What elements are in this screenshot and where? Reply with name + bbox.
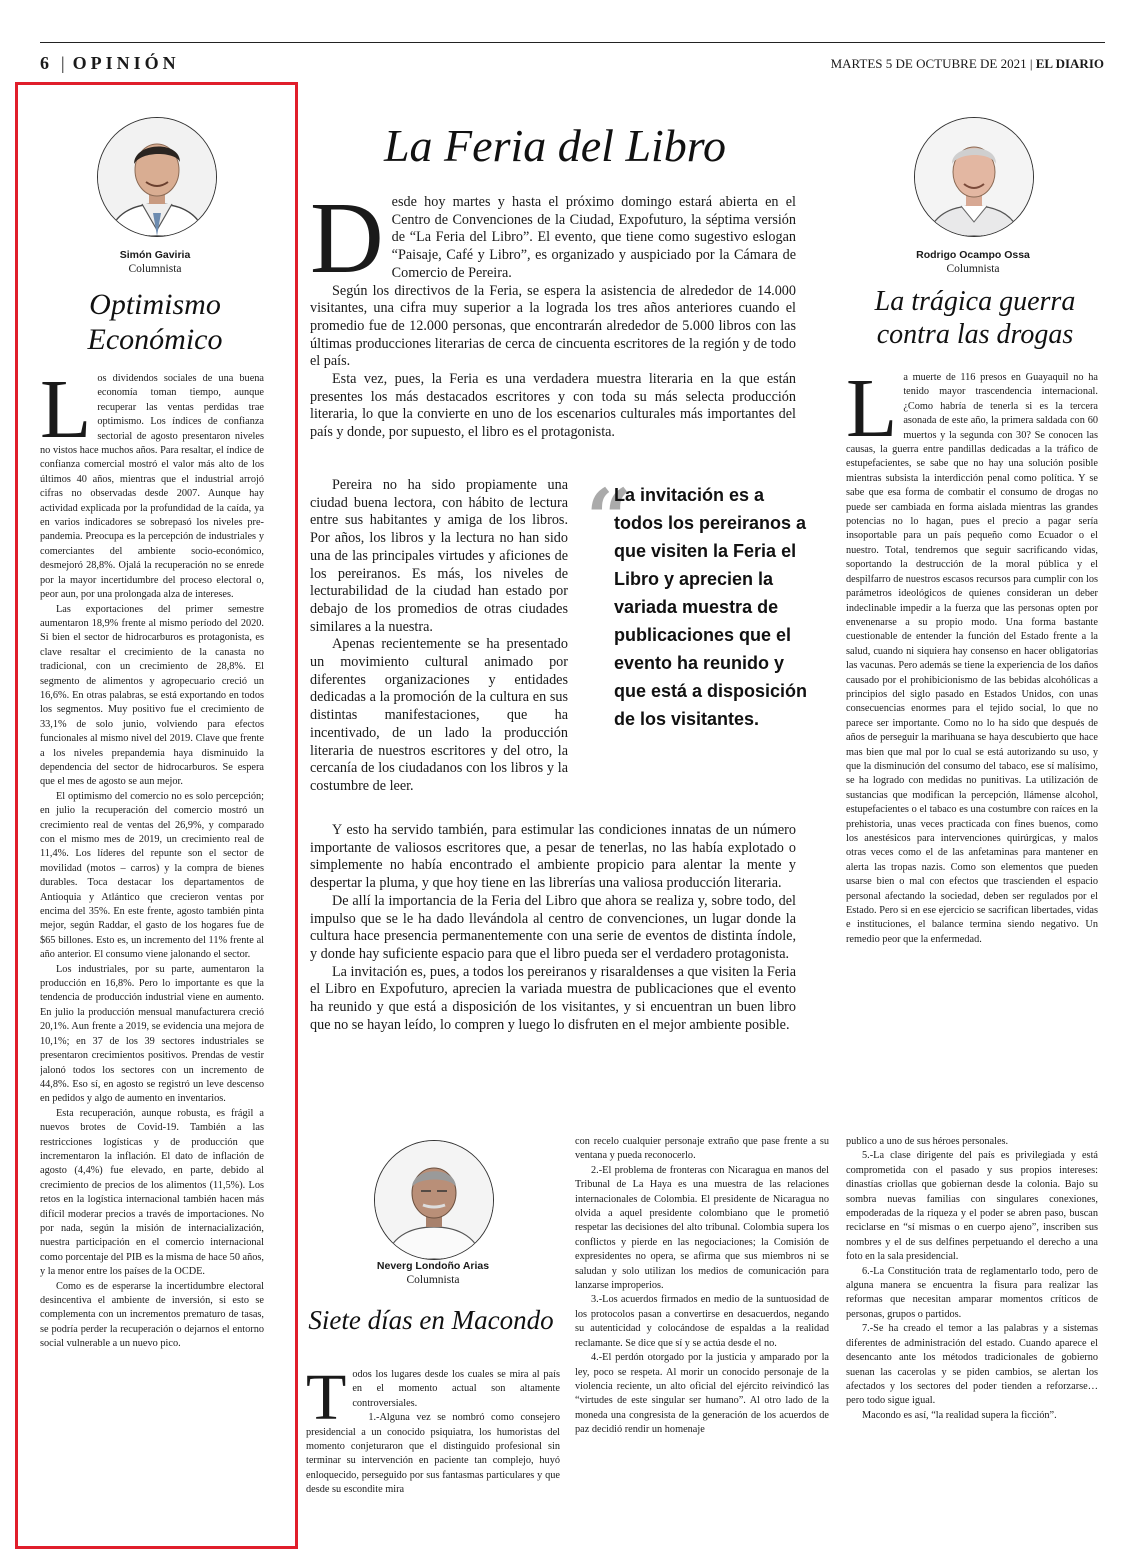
column-body-left [40,372,264,1544]
author-role: Columnista [946,263,1000,275]
page-header-left [40,53,180,74]
title-line: Optimismo [89,288,221,321]
paragraph: Pereira no ha sido propiamente una ciudad buena lectora, con hábito de lectura entre sus habitantes y amiga de los libros. Por años, los libros y la lectura no han sido una de las principales virtudes y aficiones de los pereiranos. Es más, los niveles de lecturabilidad de la ciudad han estado por debajo de los promedios de otras ciudades similares a la nuestra. [310,477,568,635]
drop-cap: L [40,372,92,456]
title-line: Económico [87,323,223,356]
paragraph: con recelo cualquier personaje extraño que pase frente a su ventana y pueda reconocerlo. [575,1136,829,1162]
paragraph: publico a uno de sus héroes personales. [846,1136,1009,1147]
paragraph: Y esto ha servido también, para estimular las condiciones innatas de un número importante de valiosos escritores que, a pesar de tenerlas, no las había explotado o simplemente no había encontrado el ambiente propicio para alentar la mente y despertar la pluma, y que hoy tiene en las librerías una valiosa producción literaria. [310,822,796,892]
paragraph: 1.-Alguna vez se nombró como consejero presidencial a un conocido psiquiatra, los humoristas del momento conjeturaron que el distinguido profesional sin terminar su intervención en paciente tan complejo, huyó enloquecido, perseguido por sus fantasmas particulares y que desde su escondite mira [306,1412,560,1496]
drop-cap: D [310,182,384,295]
quote-mark-icon: “ [586,471,633,565]
paragraph: Como es de esperarse la incertidumbre electoral desincentiva el ambiente de inversión, si esto se complementa con un incrementos prematuro de tasas, se podría perder la recuperación o dejarnos el entorno social vulnerable a un nuevo pico. [40,1280,264,1350]
column-body-bottom-3 [846,1135,1098,1553]
page-number: 6 [40,53,53,73]
paragraph: Los industriales, por su parte, aumentaron la producción en 16,8%. Pero lo importante es que la tendencia de producción industrial viene en aumento. En julio la producción mensual manufacturera creció 20,1%. Aun frente a 2019, se evidencia una mejora de 10,1%; en 37 de los 39 sectores industriales se presentaron crecimientos positivos. Prendas de vestir jalonó todos los sectores con un incremento de 44,8%. Eso sí, en agosto se registró un leve descenso en pedidos y algo de aumento en inventarios. [40,963,264,1105]
paragraph: 2.-El problema de fronteras con Nicaragua en manos del Tribunal de La Haya es una muestra de las relaciones internacionales de Colombia. El presidente de Nicaragua no olvida a aquel presidente colombiano que le prometió respetar las decisiones del alto tribunal. Colombia supera los conflictos y pierde en las negociaciones; la Comisión de expresidentes no opera, se afirma que sus miembros ni se saludan y solo utilizan los medios de comunicación para lanzarse improperios. [575,1164,829,1292]
author-name: Rodrigo Ocampo Ossa [916,249,1030,261]
drop-cap: L [846,371,898,455]
paragraph: 3.-Los acuerdos firmados en medio de la suntuosidad de los protocolos pasan a convertirse en desacuerdos, negando su autenticidad y colocándose de espaldas a la realidad reclamante. Se dice que sí y se actúa desde el no. [575,1294,829,1349]
editorial-end [310,822,796,1034]
newspaper-name: EL DIARIO [1035,56,1104,71]
paragraph: De allí la importancia de la Feria del Libro que ahora se realiza y, sobre todo, del impulso que se le ha dado llevándola al centro de convenciones, un lugar donde la cultura hace presencia permanentemente con una serie de eventos de distinta índole, y donde hay suficiente espacio para que el libro pueda ser el verdadero protagonista. [310,892,796,962]
column-title-bottom: Siete días en Macondo [308,1305,554,1335]
paragraph: Esta recuperación, aunque robusta, es frágil a nuevos brotes de Covid-19. También a las restricciones logísticas y de producción que incrementaron la inflación. El dato de inflación de agosto (4,4%) fue elevado, en parte, debido al crecimiento de precios de los alimentos (11,5%). Los retos en la logística internacional también hacen más difícil moderar precios a través de importaciones. No por nada, según la misión de internacialización, nuestra participación en el comercio internacional como porcentaje del PIB es la misma de hace 50 años, y la menor entre los países de la OCDE. [40,1107,264,1278]
paragraph: 5.-La clase dirigente del país es privilegiada y está comprometida con el pasado y sus propios intereses: dinastías criollas que gobiernan desde la colonia. Bajo su sombra nuevas familias con singulares conexiones, empoderadas de la riqueza y el poder se abren paso, buscan reciclarse en “sí mismas o en cuerpo ajeno”, inscriben sus nombres y el de sus delfines perpetuando el derecho a una foto en la sala presidencial. [846,1150,1098,1263]
header-separator: | [61,53,65,73]
author-role: Columnista [128,263,182,275]
author-byline-left [60,248,250,276]
title-line: contra las drogas [876,319,1074,350]
title-line: La trágica guerra [874,286,1076,317]
author-photo-bottom [374,1140,494,1260]
paragraph: odos los lugares desde los cuales se mira al país en el momento actual son altamente controversiales. [352,1369,560,1409]
author-role: Columnista [406,1274,460,1286]
author-photo-left [97,117,217,237]
column-body-right [846,371,1098,1121]
paragraph: 7.-Se ha creado el temor a las palabras y a sistemas diferentes de administración del estado. Cuando aparece el desencanto ante los métodos tradicionales de gobierno suenan las cacerolas y se piden cambios, se alertan los afectados y los sectores del poder tienden a reforzarse… pero todo sigue igual. [846,1323,1098,1407]
editorial-intro [310,182,796,442]
column-body-bottom-1 [306,1368,560,1548]
author-byline-bottom [338,1259,528,1287]
portrait-icon [915,118,1033,236]
paragraph: La invitación es, pues, a todos los pereiranos y risaraldenses a que visiten la Feria el Libro en Expofuturo, aprecien la variada muestra de publicaciones que el evento ha reunido y que está a disposición de los visitantes, y si encuentran un buen libro que no se hayan leído, lo compren y luego lo disfruten en el mejor ambiente posible. [310,963,796,1033]
editorial-headline: La Feria del Libro [383,120,727,171]
header-rule [40,42,1105,43]
paragraph: Macondo es así, “la realidad supera la ficción”. [862,1409,1057,1421]
column-title-left [40,287,270,357]
author-byline-right [878,248,1068,276]
paragraph: esde hoy martes y hasta el próximo domingo estará abierta en el Centro de Convenciones de la Ciudad, Expofuturo, la séptima versión de “La Feria del Libro”. El evento, que tiene como sugestivo eslogan “Paisaje, Café y Libro”, es organizado y auspiciado por la Cámara de Comercio de Pereira. [391,194,796,281]
pull-quote: La invitación es a todos los pereiranos a que visiten la Feria el Libro y aprecien la variada muestra de publicaciones que el evento ha reunido y que está a disposición de los visitantes. [614,485,808,729]
paragraph: os dividendos sociales de una buena economía toman tiempo, aunque recuperar las ventas perdidas trae optimismo. Los índices de confianza sectorial de agosto presentaron niveles no vistos hace muchos años. Para resaltar, el índice de confianza comercial mostró el valor más alto de los últimos 40 años, mientras que el industrial arrojó cifras no observadas desde 2007. Aunque hay actividad explicada por la profundidad de la caída, ya en varios indicadores se sobrepasó los niveles pre-pandemia. Preocupa es la percepción de industriales y comerciantes del ambiente socio-económico, desmejoró 28,8%. Ojalá la recuperación no se enrede por la mayor incertidumbre del proceso electoral o, peor aun, por una prolongada alza de intereses. [40,373,264,601]
portrait-icon [98,118,216,236]
paragraph: El optimismo del comercio no es solo percepción; en julio la recuperación del comercio mostró un crecimiento real de ventas del 26,9%, y comparado con el mismo mes de 2019, un crecimiento real de 11,4%. Los líderes del repunte son el sector de movilidad (motos – carros) y la compra de bienes durables. Toca destacar los departamentos de Antioquia y Atlántico que crecieron ventas por encima del 35%. En este frente, agosto también pinta mejor, según Raddar, el gasto de los hogares fue de $65 billones. Esto es, un incremento del 11% frente al año anterior. El consumo viene jalonando el sector. [40,790,264,961]
paragraph: a muerte de 116 presos en Guayaquil no ha tenido mayor trascendencia internacional. ¿Como habría de tenerla si es la tercera asonada de este año, la primera saldada con 60 muertos y la segunda con 30? Se conocen las causas, la guerra entre pandillas dedicadas a la tráfico de estupefacientes, se sabe que no hay una solución posible mientras subsista la interdicción penal como política. Y se sabe que esa forma de combatir el consumo de drogas no puede ser cambiada en forma aislada mientras las grandes potencias no lo hagan, pues el precio a pagar sería insoportable para un país pequeño como Ecuador o el nuestro. Total, tendremos que seguir sacrificando vidas, soportando la destrucción de la moral pública y el despilfarro de nuestros escasos recursos para cumplir con los parámetros ideológicos de quienes consideran un deber indeclinable impedir a la fuerza que las personas opten por envenenarse a su propio modo. Una forma bastante cuestionable de entender la función del Estado frente a la salud, cuando ni siquiera hay consenso en hacer obligatorias las vacunas. Pero además se tiene la experiencia de los daños causado por el prohibicionismo de las bebidas alcohólicas a principios del siglo pasado en Estados Unidos, con unas consecuencias enormes para el tejido social, lo que no parece ser importante. Como no lo ha sido que después de años de perseguir la marihuana se haya descubierto que hace mas bien que mal por lo cual se está autorizando su uso, y que la disminución del consumo del tabaco, ese sí malísimo, se ha logrado con medidas no punitivas. La utilización de sustancias que modifican la percepción, llámense alcohol, estupefacientes o el tabaco es una costumbre con raíces en la prehistoria, unas veces practicada con fines buenos, como los anestésicos para intervenciones quirúrgicas, y malos otras veces como el de las anfetaminas para mantener en alerta las tropas nazis. Como son elementos que pueden usarse bien o mal con efectos que trascienden el espacio personal afectando la sociedad, deben ser regulados por el Estado. Pero si en ese ejercicio se sacrifican libertades, vidas e instituciones, el balance termina siendo negativo. Un remedio peor que la enfermedad. [846,372,1098,945]
portrait-icon [375,1141,493,1259]
section-name: OPINIÓN [72,53,180,73]
column-body-bottom-2 [575,1135,829,1553]
page-header-right: MARTES 5 DE OCTUBRE DE 2021 | EL DIARIO [830,56,1104,71]
column-title-right [848,285,1102,351]
paragraph: Según los directivos de la Feria, se espera la asistencia de alrededor de 14.000 visitantes, una cifra muy superior a la lograda los tres años anteriores cuando el promedio fue de 12.000 personas, que encontrarán alrededor de 5.000 libros con las últimas producciones literarias de cerca de cincuenta escritores de la región y de todo el país. [310,282,796,370]
paragraph: Las exportaciones del primer semestre aumentaron 18,9% frente al mismo período del 2020. Si bien el sector de hidrocarburos es protagonista, es clave resaltar el crecimiento de la canasta no tradicional, con un crecimiento de 28,8%. El segmento de alimentos y agropecuario creció un 16,6%. En otras palabras, se está exportando en todos los segmentos. Muy positivo fue el crecimiento de 33,1% de solo junio, volviendo para efectos funcionales al mismo nivel del 2019. Clave que frente a los niveles prepandemia haya disminuido la dependencia del sector de hidrocarburos. Se espera que el mes de agosto se aun mejor. [40,603,264,788]
author-photo-right [914,117,1034,237]
author-name: Simón Gaviria [119,249,191,261]
paragraph: Esta vez, pues, la Feria es una verdadera muestra literaria en la que están presentes los más destacados escritores y con toda su más selecta producción literaria, lo que la convierte en uno de los escenarios culturales más importantes del país y donde, por supuesto, el libro es el protagonista. [310,371,796,441]
editorial-narrow [310,477,568,796]
paragraph: 6.-La Constitución trata de reglamentarlo todo, pero de alguna manera se encuentra la fisura para realizar las reformas que necesitan amparar momentos críticos de personas, grupos o partidos. [846,1265,1098,1320]
issue-date: MARTES 5 DE OCTUBRE DE 2021 [830,56,1027,71]
paragraph: Apenas recientemente se ha presentado un movimiento cultural animado por diferentes organizaciones y entidades dedicadas a la promoción de la cultura en sus distintas manifestaciones, que ha incentivado, de un lado la producción literaria de nuestros escritores y del otro, la cercanía de los ciudadanos con los libros y la costumbre de leer. [310,636,568,794]
drop-cap: T [306,1368,347,1434]
author-name: Neverg Londoño Arias [376,1260,490,1272]
paragraph: 4.-El perdón otorgado por la justicia y amparado por la ley, poco se respeta. Al morir un conocido personaje de la violencia reciente, un alto oficial del ejército reivindicó las “virtudes de este singular ser humano”. Al otro lado de la moneda una congresista de la generación de los acuerdos de paz decidió rendir un homenaje [575,1352,829,1436]
